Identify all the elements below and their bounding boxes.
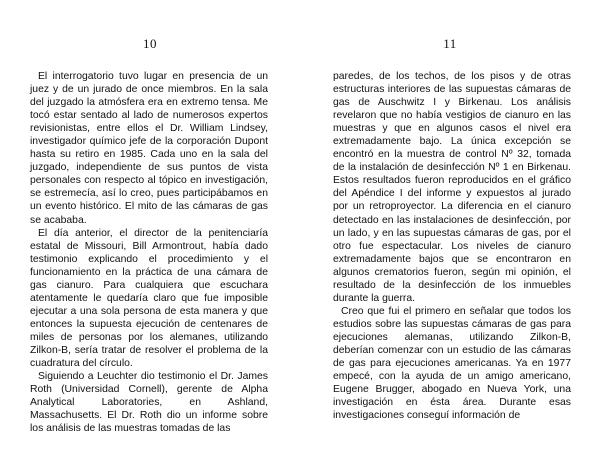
right-page-text [333, 70, 571, 422]
paragraph: El interrogatorio tuvo lugar en presencia de un juez y de un jurado de once miembros. En la sala del juzgado la atmósfera era en extremo tensa. Me tocó estar sentado al lado de numerosos expertos revisionistas, entre ellos el Dr. William Lindsey, investigador químico jefe de la corporación Dupont hasta su retiro en 1985. Cada uno en la sala del juzgado, independiente de sus puntos de vista personales con respecto al tópico en investigación, se estremecía, así lo creo, pues participábamos en un evento histórico. El mito de las cámaras de gas se acababa. [30, 71, 268, 226]
page-number-left: 10 [143, 36, 157, 51]
paragraph: paredes, de los techos, de los pisos y de otras estructuras interiores de las supuestas cámaras de gas de Auschwitz I y Birkenau. Los análisis revelaron que no había vestigios de cianuro en las muestras y que en algunos casos el nivel era extremadamente bajo. La única excepción se encontró en la muestra de control Nº 32, tomada de la instalación de desinfección Nº 1 en Birkenau. Estos resultados fueron reproducidos en el gráfico del Apéndice I del informe y expuestos al jurado por un retroproyector. La diferencia en el cianuro detectado en las instalaciones de desinfección, por un lado, y en las supuestas cámaras de gas, por el otro fue espectacular. Los niveles de cianuro extremadamente bajos que se encontraron en algunos crematorios fueron, según mi opinión, el resultado de la desinfección de los inmuebles durante la guerra. [333, 71, 571, 304]
right-page [300, 0, 600, 471]
left-page-text [30, 70, 268, 435]
paragraph: El día anterior, el director de la penitenciaría estatal de Missouri, Bill Armontrout, había dado testimonio explicando el procedimiento y el funcionamiento en la práctica de una cámara de gas cianuro. Para cualquiera que escuchara atentamente le quedaría claro que fue imposible ejecutar a una sola persona de esta manera y que entonces la supuesta ejecución de centenares de miles de personas por los alemanes, utilizando Zilkon-B, sería tratar de resolver el problema de la cuadratura del círculo. [30, 227, 268, 370]
page-number-right: 11 [443, 36, 457, 51]
paragraph: Siguiendo a Leuchter dio testimonio el Dr. James Roth (Universidad Cornell), gerente de Alpha Analytical Laboratories, en Ashland, Massachusetts. El Dr. Roth dio un informe sobre los análisis de las muestras tomadas de las [30, 371, 268, 435]
paragraph: Creo que fui el primero en señalar que todos los estudios sobre las supuestas cámaras de gas para ejecuciones alemanas, utilizando Zilkon-B, deberían comenzar con un estudio de las cámaras de gas para ejecuciones americanas. Ya en 1977 empecé, con la ayuda de un amigo americano, Eugene Brugger, abogado en Nueva York, una investigación en ésta área. Durante esas investigaciones conseguí información de [333, 305, 571, 422]
